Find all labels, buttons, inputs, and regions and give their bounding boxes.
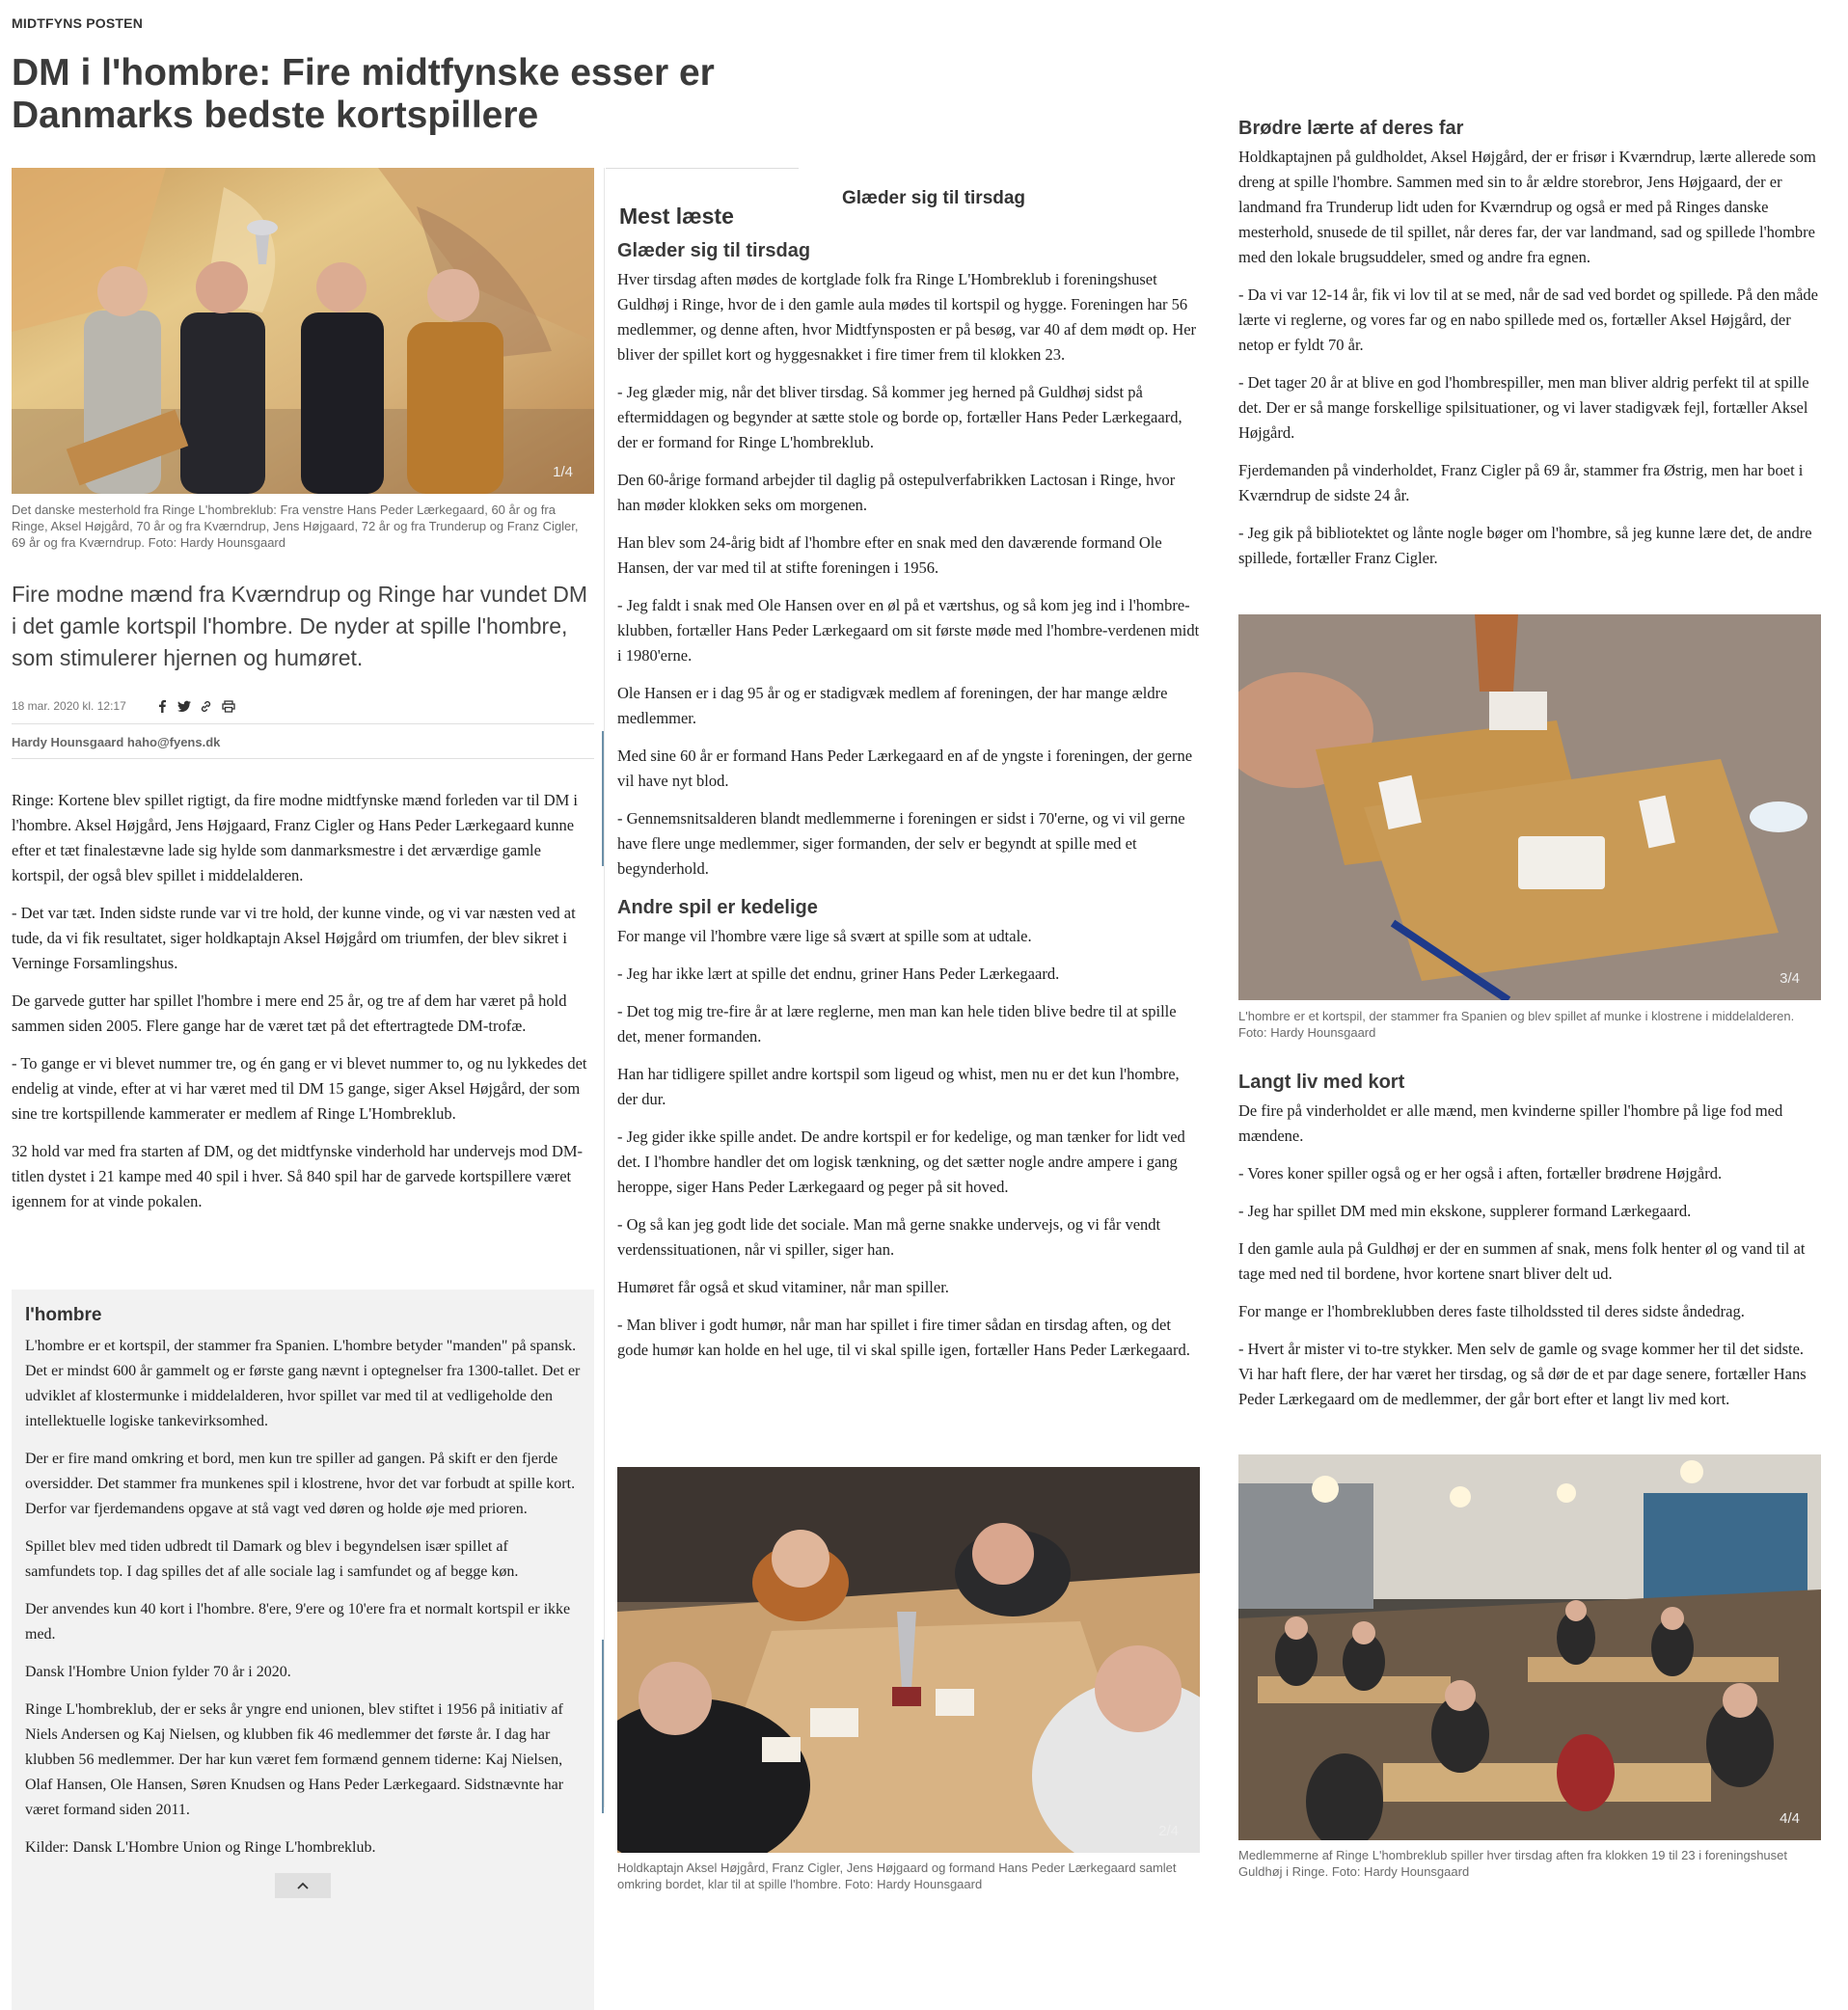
factbox-paragraph: Dansk l'Hombre Union fylder 70 år i 2020. xyxy=(25,1664,291,1680)
facebook-icon[interactable] xyxy=(155,699,169,713)
paragraph: Fjerdemanden på vinderholdet, Franz Cigler på 69 år, stammer fra Østrig, men har boet i Kværndrup de sidste 24 år. xyxy=(1238,461,1804,504)
paragraph: De fire på vinderholdet er alle mænd, men kvinderne spiller l'hombre på lige fod med mændene. xyxy=(1238,1101,1783,1145)
paragraph: Holdkaptajnen på guldholdet, Aksel Højgård, der er frisør i Kværndrup, lærte allerede som dreng at spille l'hombre. Sammen med sin to år ældre storebror, Jens Højgaard, der er landmand fra Trunderup lidt uden for Kværndrup og også er med på Ringes danske mesterhold, snusede de til spillet, når deres far, der var landmand, sad og spillede l'hombre med den lokale brugsuddeler, smed og andre fra egnen. xyxy=(1238,148,1816,266)
factbox-paragraph: Kilder: Dansk L'Hombre Union og Ringe L'hombreklub. xyxy=(25,1839,376,1856)
paragraph: For mange er l'hombreklubben deres faste tilholdssted til deres sidste åndedrag. xyxy=(1238,1302,1745,1320)
tab-mest-laeste[interactable]: Mest læste xyxy=(619,204,734,229)
paragraph: - Man bliver i godt humør, når man har spillet i fire timer sådan en tirsdag aften, og det gode humør kan holde en hel uge, til vi skal spille igen, fortæller Hans Peder Lærkegaard. xyxy=(617,1316,1190,1359)
section-heading: Glæder sig til tirsdag xyxy=(617,240,811,261)
paragraph: - Og så kan jeg godt lide det sociale. Man må gerne snakke undervejs, og vi får vendt verdenssituationen, når vi spiller, siger han. xyxy=(617,1215,1161,1259)
photo-caption: Medlemmerne af Ringe L'hombreklub spiller hver tirsdag aften fra klokken 19 til 23 i foreningshuset Guldhøj i Ringe. Foto: Hardy Hounsgaard xyxy=(1238,1848,1787,1879)
publish-timestamp: 18 mar. 2020 kl. 12:17 xyxy=(12,699,126,713)
article-body-col1 xyxy=(12,788,594,1227)
paragraph: Ringe: Kortene blev spillet rigtigt, da fire modne midtfynske mænd forleden var til DM i l'hombre. Aksel Højgård, Jens Højgaard, Franz Cigler og Hans Peder Lærkegaard kunne efter et tæt finalestævne lade sig hylde som danmarksmestre i det ærværdige gamle kortspil, der også blev spillet i middelalderen. xyxy=(12,791,579,884)
factbox-lhombre xyxy=(12,1290,594,2010)
chevron-up-icon xyxy=(297,1882,309,1889)
link-icon[interactable] xyxy=(200,699,213,713)
photo-counter: 3/4 xyxy=(1780,970,1800,987)
paragraph: Ole Hansen er i dag 95 år og er stadigvæk medlem af foreningen, der har mange ældre medlemmer. xyxy=(617,684,1168,727)
photo-counter: 1/4 xyxy=(553,464,573,480)
paragraph: De garvede gutter har spillet l'hombre i mere end 25 år, og tre af dem har været på hold sammen siden 2005. Flere gange har de været tæt på det eftertragtede DM-trofæ. xyxy=(12,991,567,1035)
factbox-paragraph: Der anvendes kun 40 kort i l'hombre. 8'ere, 9'ere og 10'ere fra et normalt kortspil er ikke med. xyxy=(25,1601,571,1643)
author-byline[interactable]: Hardy Hounsgaard haho@fyens.dk xyxy=(12,735,221,749)
factbox-paragraph: Ringe L'hombreklub, der er seks år yngre end unionen, blev stiftet i 1956 på initiativ af Niels Andersen og Kaj Nielsen, og klubben fik 46 medlemmer det første år. I dag har klubben 56 medlemmer. Der har kun været fem formænd gennem tiderne: Kaj Nielsen, Olaf Hansen, Ole Hansen, Søren Knudsen og Hans Peder Lærkegaard. Sidstnævnte har været formand siden 2011. xyxy=(25,1701,564,1818)
paragraph: - Jeg gider ikke spille andet. De andre kortspil er for kedelige, og man tænker for lidt ved det. I l'hombre handler det om logisk tænkning, og det sætter nogle andre ampere i gang heroppe, siger Hans Peder Lærkegaard og peger på sit hoved. xyxy=(617,1127,1185,1196)
factbox-title: l'hombre xyxy=(25,1305,102,1325)
paragraph: For mange vil l'hombre være lige så svært at spille som at udtale. xyxy=(617,927,1032,945)
brand-name[interactable]: MIDTFYNS POSTEN xyxy=(12,15,144,31)
headline: DM i l'hombre: Fire midtfynske esser er Danmarks bedste kortspillere xyxy=(12,52,715,136)
paragraph: I den gamle aula på Guldhøj er der en summen af snak, mens folk henter øl og vand til at tage med ned til bordene, hvor kortene snart bliver delt ud. xyxy=(1238,1239,1806,1283)
paragraph: - Gennemsnitsalderen blandt medlemmerne i foreningen er sidst i 70'erne, og vi vil gerne have flere unge medlemmer, siger formanden, der selv er begyndt at spille med et begynderhold. xyxy=(617,809,1185,878)
twitter-icon[interactable] xyxy=(177,699,191,713)
share-bar xyxy=(155,699,235,713)
paragraph: Humøret får også et skud vitaminer, når man spiller. xyxy=(617,1278,949,1296)
paragraph: 32 hold var med fra starten af DM, og det midtfynske vinderhold har undervejs mod DM-titlen dystet i 21 kampe med 40 spil i hver. Så 840 spil har de garvede kortspillere været igennem for at vinde pokalen. xyxy=(12,1142,584,1210)
photo-counter: 4/4 xyxy=(1780,1810,1800,1827)
card-boards-image xyxy=(1238,614,1821,1000)
paragraph: - Jeg har spillet DM med min ekskone, supplerer formand Lærkegaard. xyxy=(1238,1202,1692,1220)
paragraph: - Vores koner spiller også og er her også i aften, fortæller brødrene Højgård. xyxy=(1238,1164,1723,1182)
section-heading: Langt liv med kort xyxy=(1238,1072,1405,1093)
club-hall-image xyxy=(1238,1454,1821,1840)
main-photo-caption: Det danske mesterhold fra Ringe L'hombreklub: Fra venstre Hans Peder Lærkegaard, 60 år og fra Ringe, Aksel Højgård, 70 år og fra Kværndrup, Jens Højgaard, 72 år og fra Trunderup og Franz Cigler, 69 år og fra Kværndrup. Foto: Hardy Hounsgaard xyxy=(12,502,579,550)
paragraph: Med sine 60 år er formand Hans Peder Lærkegaard en af de yngste i foreningen, der gerne vil have nyt blod. xyxy=(617,747,1193,790)
paragraph: - Jeg faldt i snak med Ole Hansen over en øl på et værtshus, og så kom jeg ind i l'hombre-klubben, fortæller Hans Peder Lærkegaard om sit første møde med l'hombre-verdenen midt i 1980'erne. xyxy=(617,596,1200,665)
factbox-paragraph: Der er fire mand omkring et bord, men kun tre spiller ad gangen. På skift er den fjerde oversidder. Det stammer fra munkenes spil i klostrene, hvor det var forbudt at spille kort. Derfor var fjerdemandens opgave at stå vagt ved døren og holde øje med prioren. xyxy=(25,1451,576,1517)
photo-card-boards[interactable] xyxy=(1238,614,1821,1000)
article-body-col3b xyxy=(1238,1064,1821,1425)
paragraph: - Hvert år mister vi to-tre stykker. Men selv de gamle og svage kommer her til det sidste. Vi har haft flere, der har været her tirsdag, og så dør de et par dage senere, fortæller Hans Peder Lærkegaard om de medlemmer, der går bort efter et langt liv med kort. xyxy=(1238,1340,1807,1408)
factbox-paragraph: L'hombre er et kortspil, der stammer fra Spanien. L'hombre betyder "manden" på spansk. xyxy=(25,1338,577,1354)
photo-caption: L'hombre er et kortspil, der stammer fra Spanien og blev spillet af munke i klostrene i middelalderen. Foto: Hardy Hounsgaard xyxy=(1238,1009,1795,1040)
photo-caption: Holdkaptajn Aksel Højgård, Franz Cigler, Jens Højgaard og formand Hans Peder Lærkegaard samlet omkring bordet, klar til at spille l'hombre. Foto: Hardy Hounsgaard xyxy=(617,1861,1177,1891)
tab-glaeder-sig[interactable]: Glæder sig til tirsdag xyxy=(842,188,1026,208)
paragraph: - Jeg glæder mig, når det bliver tirsdag. Så kommer jeg herned på Guldhøj sidst på eftermiddagen og begynder at sætte stole og borde op, fortæller Hans Peder Lærkegaard, der er formand for Ringe L'hombreklub. xyxy=(617,383,1182,451)
paragraph: Hver tirsdag aften mødes de kortglade folk fra Ringe L'Hombreklub i foreningshuset Guldhøj i Ringe, hvor de i den gamle aula mødes til kortspil og hygge. Foreningen har 56 medlemmer, og denne aften, hvor Midtfynsposten er på besøg, var 40 af dem mødt op. Her bliver der spillet kort og hyggesnakket i fire timer frem til klokken 23. xyxy=(617,270,1197,364)
paragraph: - Det tager 20 år at blive en god l'hombrespiller, men man bliver aldrig perfekt til at spille det. Der er så mange forskellige spilsituationer, og vi laver stadigvæk fejl, fortæller Aksel Højgård. xyxy=(1238,373,1809,442)
paragraph: - Jeg har ikke lært at spille det endnu, griner Hans Peder Lærkegaard. xyxy=(617,964,1060,983)
paragraph: - Jeg gik på bibliotektet og lånte nogle bøger om l'hombre, så jeg kunne lære det, de andre spillede, fortæller Franz Cigler. xyxy=(1238,524,1812,567)
paragraph: - Da vi var 12-14 år, fik vi lov til at se med, når de sad ved bordet og spillede. På den måde lærte vi reglerne, og vores far og en nabo spillede med os, fortæller Aksel Højgård, der netop er fyldt 70 år. xyxy=(1238,285,1818,354)
card-table-image xyxy=(617,1467,1200,1853)
paragraph: - Det var tæt. Inden sidste runde var vi tre hold, der kunne vinde, og vi var næsten ved at tude, da vi fik resultatet, siger holdkaptajn Aksel Højgård om triumfen, der blev sikret i Verninge Forsamlingshus. xyxy=(12,904,576,972)
factbox-paragraph: Spillet blev med tiden udbredt til Damark og blev i begyndelsen især spillet af samfundets top. I dag spilles det af alle sociale lag i samfundet og af begge køn. xyxy=(25,1538,519,1580)
print-icon[interactable] xyxy=(222,699,235,713)
paragraph: Han har tidligere spillet andre kortspil som ligeud og whist, men nu er det kun l'hombre, der dur. xyxy=(617,1065,1180,1108)
tabs-bar xyxy=(606,168,799,231)
photo-club-hall[interactable] xyxy=(1238,1454,1821,1840)
article-body-col2 xyxy=(617,232,1200,1375)
lead-paragraph: Fire modne mænd fra Kværndrup og Ringe har vundet DM i det gamle kortspil l'hombre. De nyder at spille l'hombre, som stimulerer hjernen og humøret. xyxy=(12,582,588,670)
section-heading: Andre spil er kedelige xyxy=(617,897,818,918)
main-photo-image xyxy=(12,168,594,494)
photo-counter: 2/4 xyxy=(1158,1823,1179,1839)
factbox-collapse-button[interactable] xyxy=(275,1873,331,1898)
paragraph: Den 60-årige formand arbejder til daglig på ostepulverfabrikken Lactosan i Ringe, hvor han møder klokken seks om morgenen. xyxy=(617,471,1176,514)
paragraph: Han blev som 24-årig bidt af l'hombre efter en snak med den daværende formand Ole Hansen, der var med til at stifte foreningen i 1956. xyxy=(617,533,1162,577)
paragraph: - To gange er vi blevet nummer tre, og én gang er vi blevet nummer to, og nu lykkedes det endelig at vinde, efter at vi har været med til DM 15 gange, siger Aksel Højgård, der som sine tre kortspillende kammerater er medlem af Ringe L'Hombreklub. xyxy=(12,1054,587,1123)
article-body-col3 xyxy=(1238,110,1821,584)
paragraph: - Det tog mig tre-fire år at lære reglerne, men man kan hele tiden blive bedre til at spille det, mener formanden. xyxy=(617,1002,1177,1046)
factbox-paragraph: Det er mindst 600 år gammelt og er første gang nævnt i optegnelser fra 1300-tallet. Det er udviklet af klostermunke i middelalderen, hvor spillet var med til at vedligeholde den intellektuelle logiske tankevirksomhed. xyxy=(25,1363,581,1429)
section-heading: Brødre lærte af deres far xyxy=(1238,118,1464,139)
photo-card-table[interactable] xyxy=(617,1467,1200,1853)
main-photo[interactable] xyxy=(12,168,594,494)
